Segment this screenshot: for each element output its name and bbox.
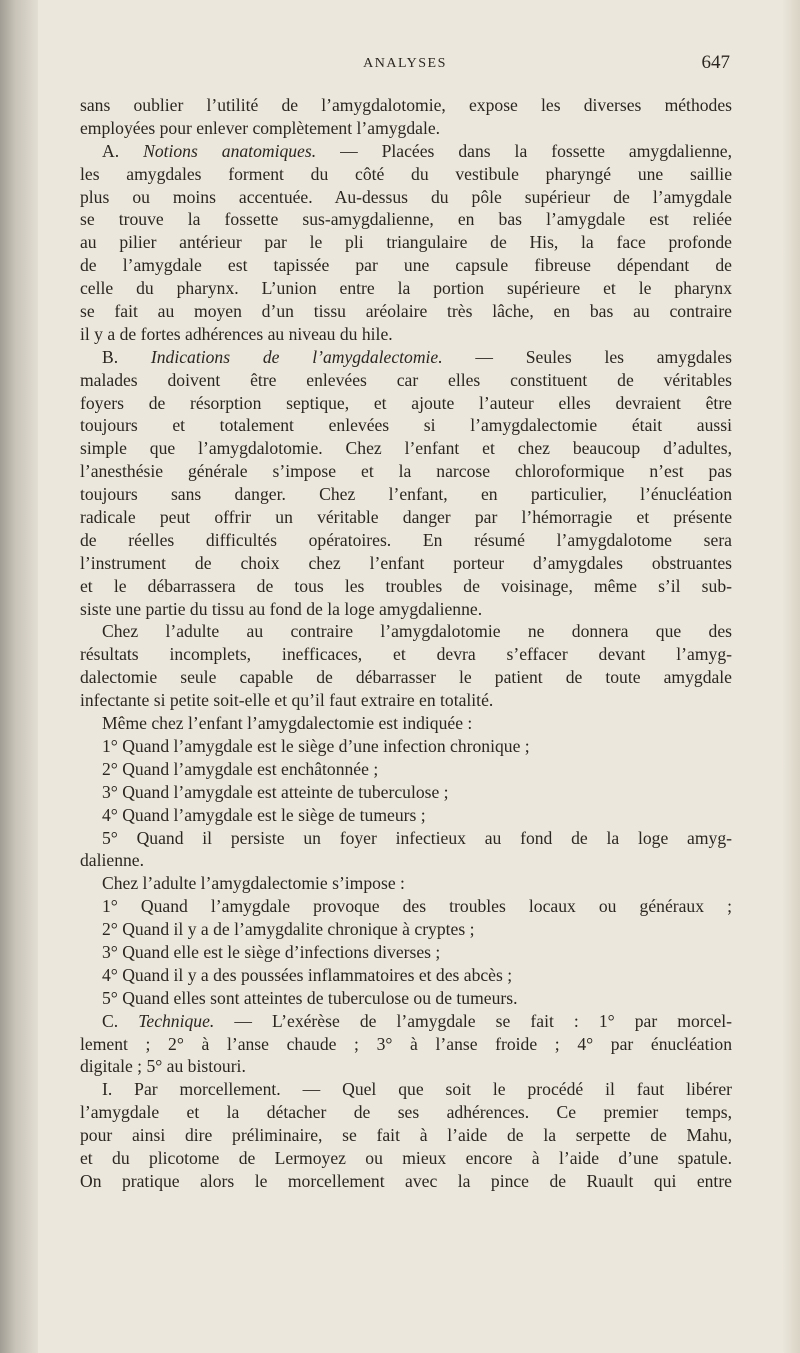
text-line: celle du pharynx. L’union entre la portion supérieure et le pharynx [80, 278, 732, 299]
text-line: toujours et totalement enlevées si l’amygdalectomie était aussi [80, 415, 732, 436]
text-line: et du plicotome de Lermoyez ou mieux encore à l’aide d’une spatule. [80, 1147, 732, 1168]
list-item: 2° Quand l’amygdale est enchâtonnée ; [102, 758, 379, 779]
list-item: 4° Quand l’amygdale est le siège de tumeurs ; [102, 804, 426, 825]
text-line: l’amygdale et la détacher de ses adhérences. Ce premier temps, [80, 1102, 732, 1123]
text-line: Chez l’adulte l’amygdalectomie s’impose : [102, 873, 405, 894]
page-header [80, 50, 730, 78]
text-line: de réelles difficultés opératoires. En résumé l’amygdalotome sera [80, 529, 732, 550]
section-label: A. [102, 140, 120, 161]
running-head: ANALYSES [363, 56, 447, 71]
section-heading-line [80, 140, 732, 163]
text-line: siste une partie du tissu au fond de la loge amygdalienne. [80, 598, 483, 619]
list-item: 1° Quand l’amygdale est le siège d’une infection chronique ; [102, 735, 530, 756]
list-item: 5° Quand elles sont atteintes de tuberculose ou de tumeurs. [102, 987, 518, 1008]
list-item: 4° Quand il y a des poussées inflammatoires et des abcès ; [102, 964, 513, 985]
text-line: l’instrument de choix chez l’enfant porteur d’amygdales obstruantes [80, 552, 732, 573]
text-line: toujours sans danger. Chez l’enfant, en particulier, l’énucléation [80, 484, 732, 505]
section-title: Technique. [138, 1010, 215, 1031]
text-line: se trouve la fossette sus-amygdalienne, en bas l’amygdale est reliée [80, 209, 732, 230]
page-outer-edge [782, 0, 800, 1353]
text-line: malades doivent être enlevées car elles constituent de véritables [80, 369, 732, 390]
section-label: B. [102, 346, 119, 367]
text-line: se fait au moyen d’un tissu aréolaire très lâche, en bas au contraire [80, 301, 732, 322]
page-binding-edge [0, 0, 38, 1353]
text-line: de l’amygdale est tapissée par une capsule fibreuse dépendant de [80, 255, 732, 276]
list-item: 3° Quand elle est le siège d’infections diverses ; [102, 941, 441, 962]
section-title: Indications de l’amygdalectomie. [150, 346, 443, 367]
text-line: I. Par morcellement. — Quel que soit le procédé il faut libérer [102, 1079, 732, 1100]
section-title: Notions anatomiques. [143, 140, 317, 161]
text-line: il y a de fortes adhérences au niveau du hile. [80, 323, 393, 344]
section-label: C. [102, 1010, 119, 1031]
text-line: et le débarrassera de tous les troubles de voisinage, même s’il sub- [80, 575, 732, 596]
list-item: 1° Quand l’amygdale provoque des troubles locaux ou généraux ; [102, 896, 732, 917]
section-heading-line [80, 1010, 732, 1033]
text-line: employées pour enlever complètement l’amygdale. [80, 117, 441, 138]
text-line: dalectomie seule capable de débarrasser le patient de toute amygdale [80, 667, 732, 688]
text-line: résultats incomplets, inefficaces, et devra s’effacer devant l’amyg- [80, 644, 732, 665]
text-line: au pilier antérieur par le pli triangulaire de His, la face profonde [80, 232, 732, 253]
text-line: sans oublier l’utilité de l’amygdalotomie, expose les diverses méthodes [80, 95, 732, 115]
text-line: On pratique alors le morcellement avec la pince de Ruault qui entre [80, 1170, 732, 1191]
text-line: pour ainsi dire préliminaire, se fait à l’aide de la serpette de Mahu, [80, 1125, 732, 1146]
page-number: 647 [701, 52, 730, 73]
list-item: 2° Quand il y a de l’amygdalite chronique à cryptes ; [102, 919, 475, 940]
body-text [80, 94, 732, 1193]
text-line: digitale ; 5° au bistouri. [80, 1056, 246, 1077]
text-line: Chez l’adulte au contraire l’amygdalotomie ne donnera que des [102, 621, 732, 642]
text-line: foyers de résorption septique, et ajoute l’auteur elles devraient être [80, 392, 732, 413]
text-line: radicale peut offrir un véritable danger par l’hémorragie et présente [80, 507, 732, 528]
text-line: infectante si petite soit-elle et qu’il faut extraire en totalité. [80, 690, 494, 711]
text-fragment: — Placées dans la fossette amygdalienne, [316, 140, 732, 161]
text-fragment: — Seules les amygdales [442, 346, 732, 367]
text-fragment: — L’exérèse de l’amygdale se fait : 1° par morcel- [214, 1010, 732, 1031]
section-heading-line [80, 346, 732, 369]
text-line: lement ; 2° à l’anse chaude ; 3° à l’anse froide ; 4° par énucléation [80, 1033, 732, 1054]
text-line: les amygdales forment du côté du vestibule pharyngé une saillie [80, 163, 732, 184]
list-item: 5° Quand il persiste un foyer infectieux au fond de la loge amyg- [102, 827, 732, 848]
text-line: Même chez l’enfant l’amygdalectomie est indiquée : [102, 713, 473, 734]
text-line: dalienne. [80, 850, 144, 871]
text-line: simple que l’amygdalotomie. Chez l’enfant et chez beaucoup d’adultes, [80, 438, 732, 459]
text-line: plus ou moins accentuée. Au-dessus du pôle supérieur de l’amygdale [80, 186, 732, 207]
list-item: 3° Quand l’amygdale est atteinte de tuberculose ; [102, 781, 449, 802]
text-line: l’anesthésie générale s’impose et la narcose chloroformique n’est pas [80, 461, 732, 482]
